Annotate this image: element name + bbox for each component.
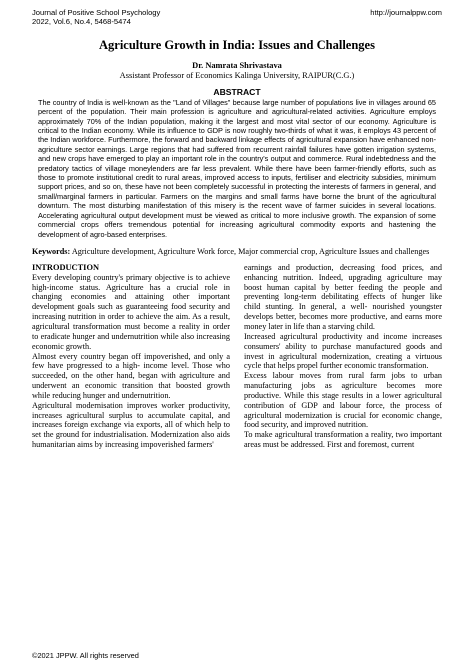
- body-columns: [32, 263, 442, 450]
- paragraph: Agricultural modernisation improves worker productivity, increases agricultural surplus to accumulate capital, and increases foreign exchange via exports, all of which help to set the ground for industrialisation. Modernization also aids humanitarian aims by increasing impoverished farmers': [32, 400, 230, 450]
- journal-url[interactable]: http://journalppw.com: [370, 8, 442, 17]
- paper-title: Agriculture Growth in India: Issues and Challenges: [99, 37, 375, 52]
- keywords-text: Agriculture development, Agriculture Work force, Major commercial crop, Agriculture Issues and challenges: [71, 246, 430, 256]
- left-column: [32, 263, 230, 450]
- copyright-footer: ©2021 JPPW. All rights reserved: [32, 651, 139, 660]
- right-column: [244, 263, 442, 450]
- paragraph: To make agricultural transformation a reality, two important areas must be addressed. First and foremost, current: [244, 430, 442, 450]
- abstract-heading: ABSTRACT: [213, 86, 261, 97]
- author-name: Dr. Namrata Shrivastava: [192, 60, 282, 70]
- paragraph: Every developing country's primary objective is to achieve high-income status. Agriculture has a crucial role in changing economies and attaining other important development goals such as guaranteeing food security and increasing nutrition in order to achieve the aim. As a result, agricultural transformation must become a reality in order to eradicate hunger and undernutrition while also increasing economic growth.: [32, 272, 230, 351]
- paragraph: earnings and production, decreasing food prices, and enhancing nutrition. Indeed, upgrading agriculture may boost human capital by better feeding the people and preventing long-term debilitating effects of hunger like child stunting. In general, a well- nourished youngster develops better, becomes more productive, and earns more money later in life than a starving child.: [244, 262, 442, 331]
- abstract-text: The country of India is well-known as the "Land of Villages" because large number of populations live in villages around 65 percent of the population. Their main profession is agriculture and agricultural-related activities. Agriculture employs approximately 70% of the Indian population, making it the largest and most vital sector of our economy. Agriculture is critical to the Indian economy. While its influence to GDP is now roughly two-thirds of what it was, it employs 43 percent of the Indian workforce. Furthermore, the forward and backward linkage effects of agricultural expansion have enhanced non-agriculture sector earnings. Large regions that had suffered from recurrent rainfall failures have gotten irrigation systems, and new crops have emerged to play an important role in the country's output and commerce. Rural indebtedness and the predatory tactics of village moneylenders are far less prevalent. While there have been farmer-friendly efforts, such as those to promote institutional credit to rural areas, improved access to inputs, fertiliser and electricity subsidies, minimum support prices, and so on, these have not been completely successful in protecting the interests of farmers in general, and small/marginal farmers in particular. Farmers on the margins and small farms have borne the brunt of the agricultural downturn. The most disturbing manifestation of this misery is the recent wave of farmer suicides in several locations. Accelerating agricultural output development must be viewed as critical to more inclusive growth. The expansion of some commercial crops offers tremendous potential for increasing agricultural commodity exports and hastening the development of agro-based enterprises.: [38, 97, 436, 239]
- journal-header: [32, 8, 442, 27]
- introduction-heading: INTRODUCTION: [32, 262, 100, 272]
- paragraph: Almost every country began off impoverished, and only a few have progressed to a high- income level. Those who succeeded, on the other hand, began with agriculture and underwent an economic transition that boosted growth while reducing hunger and undernutrition.: [32, 351, 230, 400]
- journal-name: Journal of Positive School Psychology: [32, 8, 161, 17]
- paragraph: Increased agricultural productivity and income increases consumers' ability to purchase manufactured goods and invest in agricultural modernization, creating a virtuous cycle that helps propel further economic transformation.: [244, 331, 442, 371]
- keywords-label: Keywords:: [32, 246, 71, 256]
- journal-volume: 2022, Vol.6, No.4, 5468-5474: [32, 17, 131, 27]
- paragraph: Excess labour moves from rural farm jobs to urban manufacturing jobs as agriculture becomes more productive. While this stage results in a lower agricultural contribution of GDP and labour force, the process of agricultural modernization is crucial for economic change, food security, and improved nutrition.: [244, 371, 442, 430]
- keywords: [32, 247, 442, 257]
- author-affiliation: Assistant Professor of Economics Kalinga University, RAIPUR(C.G.): [119, 70, 355, 80]
